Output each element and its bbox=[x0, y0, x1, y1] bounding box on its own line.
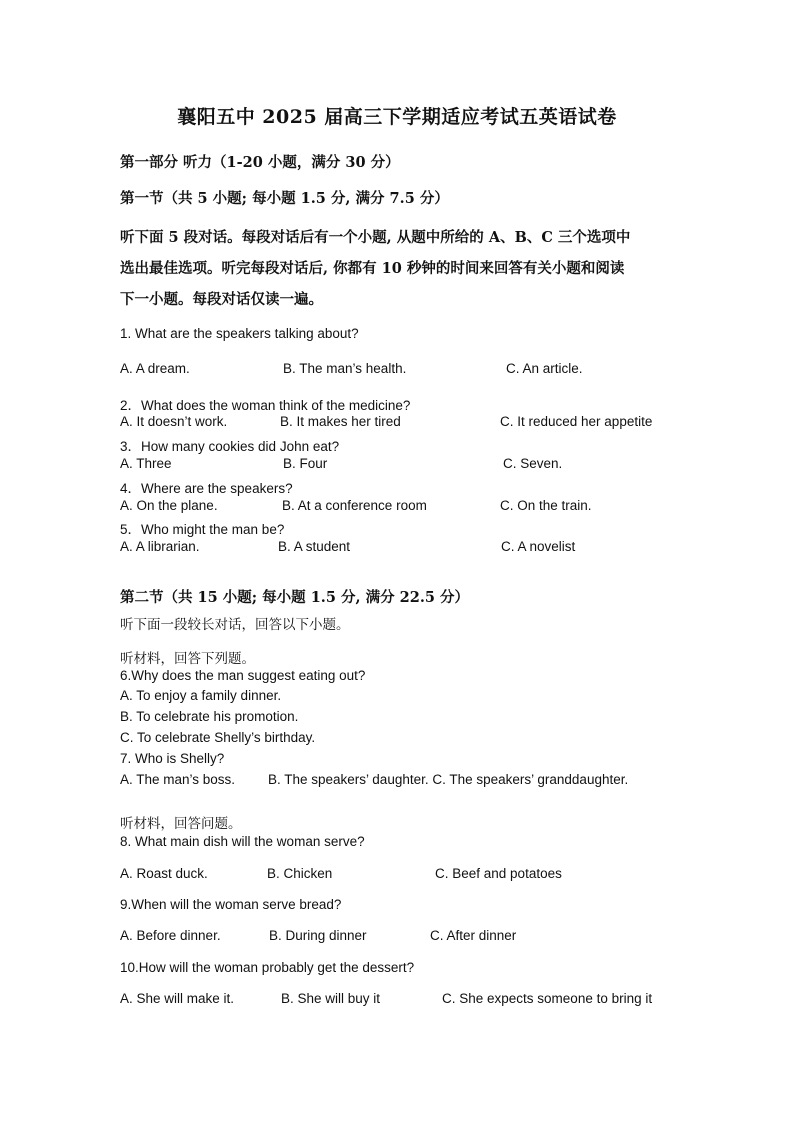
q6-option-b: B. To celebrate his promotion. bbox=[120, 709, 299, 724]
question-10: 10.How will the woman probably get the dessert? bbox=[120, 960, 415, 975]
q1-option-c: C. An article. bbox=[506, 361, 583, 376]
q8-option-a: A. Roast duck. bbox=[120, 866, 208, 881]
instruction-line-3: 下一小题。每段对话仅读一遍。 bbox=[120, 291, 323, 308]
q9-option-b: B. During dinner bbox=[269, 928, 367, 943]
question-3: 3．How many cookies did John eat? bbox=[120, 439, 340, 454]
question-1: 1. What are the speakers talking about? bbox=[120, 326, 359, 341]
q7-options-bc: B. The speakers’ daughter. C. The speakers’ granddaughter. bbox=[268, 772, 629, 787]
q2-option-b: B. It makes her tired bbox=[280, 414, 401, 429]
section2-heading: 第二节（共 15 小题; 每小题 1.5 分, 满分 22.5 分） bbox=[120, 589, 470, 606]
q5-option-a: A. A librarian. bbox=[120, 539, 200, 554]
group2-prompt: 听材料，回答问题。 bbox=[120, 816, 242, 832]
q5-option-b: B. A student bbox=[278, 539, 351, 554]
section2-intro: 听下面一段较长对话，回答以下小题。 bbox=[120, 617, 350, 633]
q8-option-c: C. Beef and potatoes bbox=[435, 866, 562, 881]
page-title: 襄阳五中 2025 届高三下学期适应考试五英语试卷 bbox=[177, 106, 617, 128]
q10-option-b: B. She will buy it bbox=[281, 991, 381, 1006]
q1-option-b: B. The man’s health. bbox=[283, 361, 407, 376]
question-5: 5．Who might the man be? bbox=[120, 522, 285, 537]
question-6: 6.Why does the man suggest eating out? bbox=[120, 668, 366, 683]
q2-option-a: A. It doesn’t work. bbox=[120, 414, 228, 429]
q8-option-b: B. Chicken bbox=[267, 866, 333, 881]
q5-option-c: C. A novelist bbox=[501, 539, 576, 554]
section1-heading: 第一节（共 5 小题; 每小题 1.5 分, 满分 7.5 分） bbox=[120, 190, 449, 207]
q6-option-c: C. To celebrate Shelly’s birthday. bbox=[120, 730, 316, 745]
question-7: 7. Who is Shelly? bbox=[120, 751, 225, 766]
q1-option-a: A. A dream. bbox=[120, 361, 190, 376]
instruction-line-2: 选出最佳选项。听完每段对话后, 你都有 10 秒钟的时间来回答有关小题和阅读 bbox=[120, 260, 625, 277]
q3-option-a: A. Three bbox=[120, 456, 172, 471]
q10-option-c: C. She expects someone to bring it bbox=[442, 991, 653, 1006]
q3-option-c: C. Seven. bbox=[503, 456, 563, 471]
q2-option-c: C. It reduced her appetite bbox=[500, 414, 653, 429]
instruction-line-1: 听下面 5 段对话。每段对话后有一个小题, 从题中所给的 A、B、C 三个选项中 bbox=[120, 229, 631, 246]
part1-heading: 第一部分 听力（1-20 小题，满分 30 分） bbox=[120, 154, 400, 171]
q9-option-a: A. Before dinner. bbox=[120, 928, 221, 943]
q4-option-b: B. At a conference room bbox=[282, 498, 427, 513]
question-8: 8. What main dish will the woman serve? bbox=[120, 834, 365, 849]
question-9: 9.When will the woman serve bread? bbox=[120, 897, 342, 912]
q10-option-a: A. She will make it. bbox=[120, 991, 235, 1006]
group1-prompt: 听材料，回答下列题。 bbox=[120, 651, 255, 667]
question-2: 2．What does the woman think of the medicine? bbox=[120, 398, 411, 413]
q9-option-c: C. After dinner bbox=[430, 928, 517, 943]
q4-option-a: A. On the plane. bbox=[120, 498, 218, 513]
q6-option-a: A. To enjoy a family dinner. bbox=[120, 688, 282, 703]
q7-option-a: A. The man’s boss. bbox=[120, 772, 236, 787]
question-4: 4．Where are the speakers? bbox=[120, 481, 293, 496]
q3-option-b: B. Four bbox=[283, 456, 328, 471]
q4-option-c: C. On the train. bbox=[500, 498, 592, 513]
